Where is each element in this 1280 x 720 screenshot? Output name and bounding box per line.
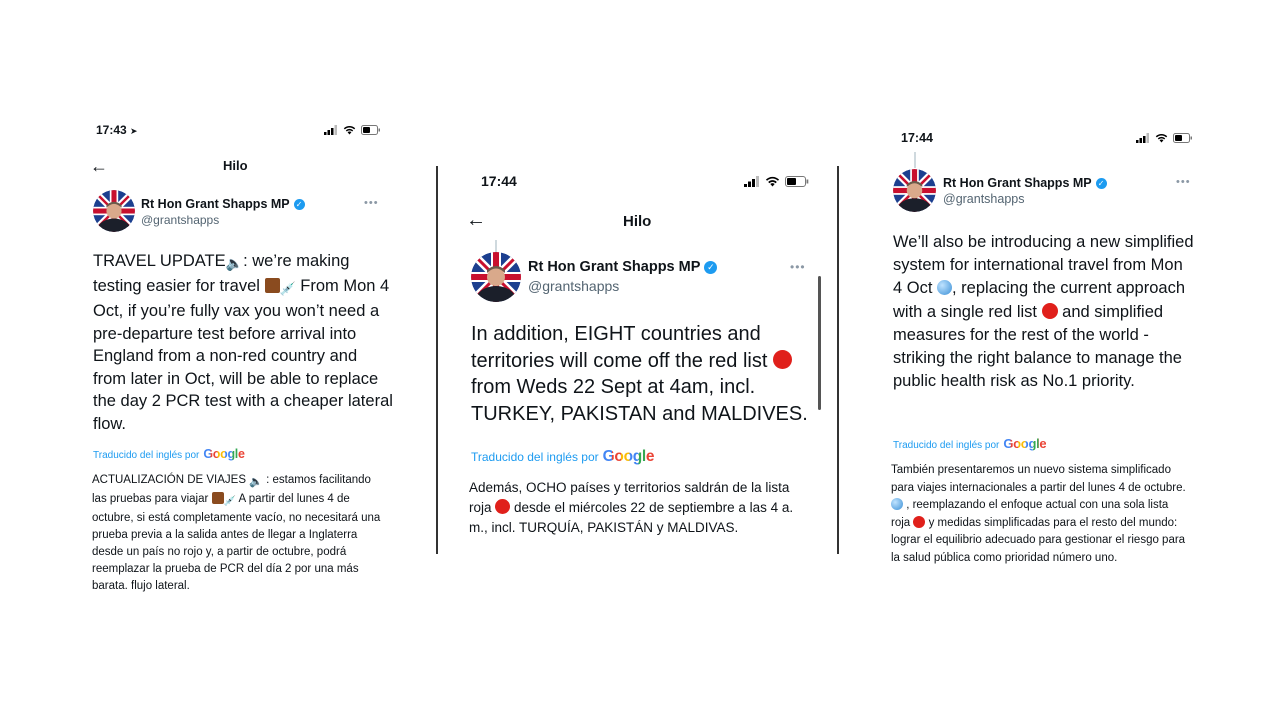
- translated-text-part: También presentaremos un nuevo sistema simplificado para viajes internacionales a partir del lunes 4 de octubre.: [891, 464, 1186, 494]
- google-logo: [1003, 436, 1046, 451]
- globe-emoji-icon: [891, 498, 903, 510]
- thread-line: [495, 240, 497, 252]
- globe-emoji-icon: [937, 280, 952, 295]
- back-arrow-icon[interactable]: ←: [466, 209, 486, 231]
- translated-text: [891, 462, 1188, 567]
- status-bar: [96, 122, 381, 138]
- tweet-text-part: and simplified measures for the rest of the world - striking the right balance to manage the public health risk as No.1 priority.: [893, 302, 1182, 391]
- wifi-icon: [343, 125, 356, 135]
- battery-icon: [361, 125, 381, 135]
- scrollbar[interactable]: [818, 276, 821, 410]
- tweet-text-part: , replacing the current approach with a single red list: [893, 279, 1185, 321]
- status-time-text: 17:43: [96, 123, 127, 137]
- verified-badge-icon: ✓: [1096, 178, 1107, 189]
- status-bar: [481, 172, 809, 190]
- red-circle-emoji-icon: [773, 350, 792, 369]
- translation-attribution[interactable]: [93, 447, 245, 461]
- right-panel: [842, 0, 1280, 720]
- translated-text-part: , reemplazando el enfoque actual con una sola lista roja: [891, 499, 1169, 529]
- more-options-icon[interactable]: •••: [364, 197, 379, 209]
- wifi-icon: [1155, 133, 1168, 143]
- red-circle-emoji-icon: [495, 499, 510, 514]
- tweet-text-part: TRAVEL UPDATE: [93, 252, 226, 270]
- red-circle-emoji-icon: [913, 516, 925, 528]
- author-name-text: Rt Hon Grant Shapps MP: [943, 176, 1092, 190]
- luggage-emoji-icon: [265, 278, 280, 293]
- avatar[interactable]: [471, 252, 521, 302]
- translation-label: Traducido del inglés por: [93, 450, 200, 461]
- battery-icon: [785, 176, 809, 187]
- more-options-icon[interactable]: •••: [1176, 176, 1191, 188]
- thread-line: [914, 152, 916, 168]
- wifi-icon: [765, 176, 780, 187]
- author-handle[interactable]: @grantshapps: [943, 192, 1025, 206]
- signal-icon: [744, 176, 760, 187]
- author-name-text: Rt Hon Grant Shapps MP: [141, 197, 290, 211]
- translated-text: [469, 478, 809, 538]
- back-arrow-icon[interactable]: ←: [90, 156, 108, 176]
- luggage-emoji-icon: [212, 492, 224, 504]
- syringe-emoji-icon: 💉: [223, 496, 236, 507]
- translated-text-part: desde el miércoles 22 de septiembre a las 4 a. m., incl. TURQUÍA, PAKISTÁN y MALDIVAS.: [469, 500, 794, 535]
- translation-attribution[interactable]: [471, 448, 654, 466]
- status-time: 17:44: [901, 131, 933, 145]
- tweet-text-part: In addition, EIGHT countries and territories will come off the red list: [471, 323, 773, 372]
- translation-label: Traducido del inglés por: [893, 440, 1000, 451]
- google-logo-text: Google: [1003, 436, 1047, 451]
- more-options-icon[interactable]: •••: [790, 260, 806, 274]
- verified-badge-icon: ✓: [294, 199, 305, 210]
- red-circle-emoji-icon: [1042, 303, 1058, 319]
- tweet-text: [93, 250, 393, 435]
- status-bar: [901, 130, 1193, 146]
- google-logo: [603, 448, 655, 466]
- syringe-emoji-icon: 💉: [279, 280, 296, 296]
- tweet-text-part: from Weds 22 Sept at 4am, incl. TURKEY, PAKISTAN and MALDIVES.: [471, 376, 808, 425]
- google-logo: [203, 447, 244, 461]
- author-handle[interactable]: @grantshapps: [141, 213, 220, 227]
- translation-label: Traducido del inglés por: [471, 450, 599, 464]
- speaker-emoji-icon: 🔈: [225, 255, 244, 271]
- author-name[interactable]: [528, 259, 717, 275]
- author-name-text: Rt Hon Grant Shapps MP: [528, 259, 701, 275]
- signal-icon: [324, 125, 338, 135]
- tweet-text: [893, 231, 1196, 393]
- system-icons: [744, 176, 809, 187]
- left-panel: [0, 0, 420, 720]
- translated-text-part: Además, OCHO países y territorios saldrán de la lista roja: [469, 480, 790, 515]
- google-logo-text: Google: [602, 448, 655, 465]
- translated-text-part: ACTUALIZACIÓN DE VIAJES: [92, 474, 250, 486]
- translated-text: [92, 472, 387, 595]
- translated-text-part: : estamos facilitando las pruebas para viajar: [92, 474, 371, 505]
- nav-title: Hilo: [623, 213, 652, 230]
- tweet-text-part: From Mon 4 Oct, if you’re fully vax you won’t need a pre-departure test before arrival into England from a non-red country and from later in Oct, will be able to replace the day 2 PCR test with a cheaper lateral flow.: [93, 276, 393, 433]
- tweet-text-part: : we’re making testing easier for travel: [93, 252, 350, 295]
- tweet-text-part: We’ll also be introducing a new simplified system for international travel from Mon 4 Oct: [893, 233, 1194, 298]
- status-time: 17:44: [481, 173, 517, 189]
- verified-badge-icon: ✓: [704, 261, 717, 274]
- panel-divider: [837, 166, 839, 554]
- translated-text-part: y medidas simplificadas para el resto del mundo: lograr el equilibrio adecuado para gestionar el riesgo para la salud pública como prioridad número uno.: [891, 516, 1186, 564]
- nav-bar: [90, 156, 390, 176]
- signal-icon: [1136, 133, 1150, 143]
- nav-bar: [466, 210, 786, 234]
- google-logo-text: Google: [203, 447, 245, 461]
- middle-panel: [440, 0, 840, 720]
- avatar[interactable]: [93, 190, 135, 232]
- translation-attribution[interactable]: [893, 436, 1046, 451]
- tweet-text: [471, 321, 811, 427]
- system-icons: [324, 125, 381, 135]
- panel-divider: [436, 166, 438, 554]
- status-time: [96, 123, 138, 137]
- nav-title: Hilo: [223, 158, 248, 173]
- translated-text-part: A partir del lunes 4 de octubre, si está completamente vacío, no necesitará una prueba previa a la salida antes de llegar a Inglaterra desde un país no rojo y, a partir de octubre, podrá reemplazar la prueba de PCR del día 2 por una más barata. flujo lateral.: [92, 493, 381, 592]
- location-arrow-icon: ➤: [130, 126, 138, 136]
- avatar[interactable]: [893, 169, 936, 212]
- author-handle[interactable]: @grantshapps: [528, 278, 620, 294]
- speaker-emoji-icon: 🔈: [249, 476, 263, 488]
- battery-icon: [1173, 133, 1193, 143]
- author-name[interactable]: [943, 176, 1107, 190]
- system-icons: [1136, 133, 1193, 143]
- author-name[interactable]: [141, 197, 305, 211]
